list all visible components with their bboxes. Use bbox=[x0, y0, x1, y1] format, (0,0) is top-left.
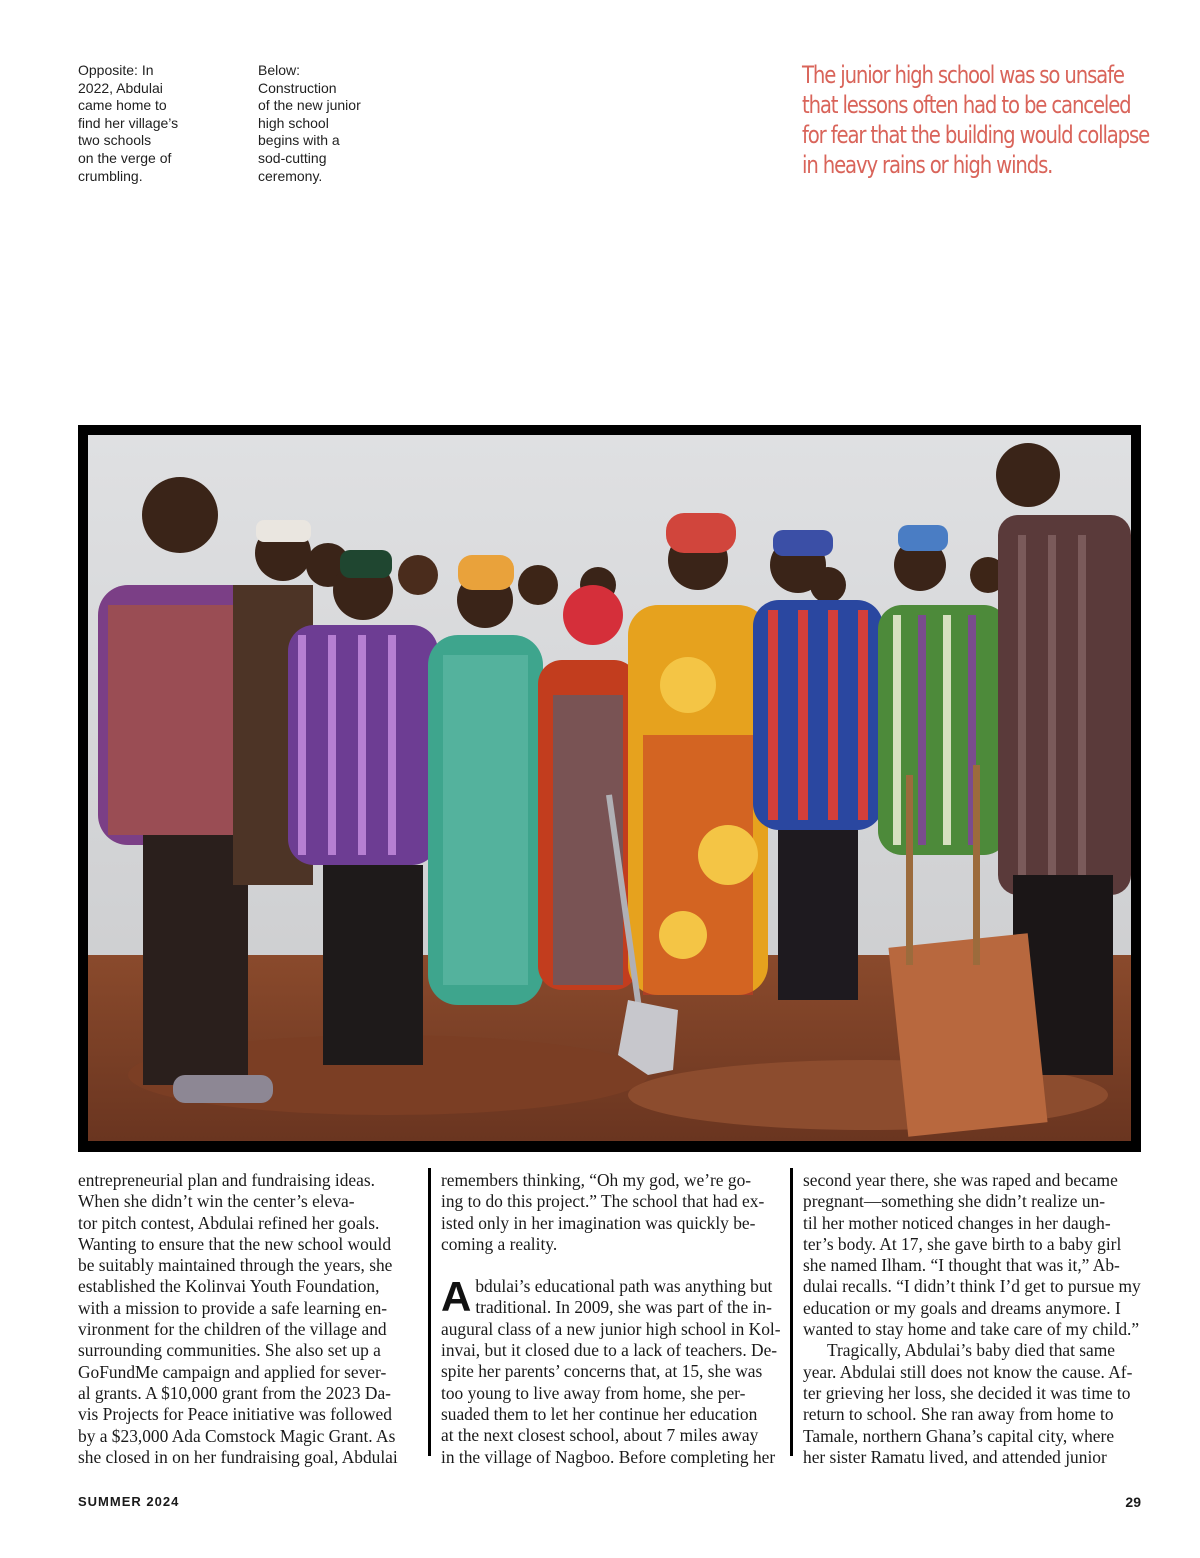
caption-line: crumbling. bbox=[78, 167, 143, 184]
caption-line: two schools bbox=[78, 132, 152, 149]
body-line: ing to do this project.” The school that had ex- bbox=[441, 1191, 765, 1212]
column-rule bbox=[428, 1168, 431, 1456]
body-line: ter’s body. At 17, she gave birth to a baby girl bbox=[803, 1233, 1122, 1254]
caption-line: find her village’s bbox=[78, 114, 179, 131]
body-line: pregnant—something she didn’t realize un- bbox=[803, 1191, 1106, 1212]
body-line: dulai recalls. “I didn’t think I’d get to pursue my bbox=[803, 1276, 1141, 1297]
body-line: bdulai’s educational path was anything but bbox=[475, 1276, 773, 1297]
photo-frame bbox=[78, 425, 1141, 1152]
body-line: wanted to stay home and take care of my child.” bbox=[803, 1319, 1140, 1340]
body-line: by a $23,000 Ada Comstock Magic Grant. As bbox=[78, 1425, 396, 1446]
pull-quote bbox=[802, 60, 1150, 180]
pull-quote-line: in heavy rains or high winds. bbox=[802, 151, 1053, 179]
pull-quote-line: for fear that the building would collapse bbox=[802, 121, 1150, 149]
body-line: with a mission to provide a safe learning en- bbox=[78, 1297, 388, 1318]
body-line: too young to live away from home, she per- bbox=[441, 1382, 746, 1403]
caption-line: Opposite: In bbox=[78, 62, 154, 78]
caption-line: begins with a bbox=[258, 132, 340, 149]
caption-line: Below: bbox=[258, 62, 301, 78]
body-line: at the next closest school, about 7 miles away bbox=[441, 1425, 759, 1446]
body-column-3 bbox=[803, 1170, 1141, 1468]
body-line: remembers thinking, “Oh my god, we’re go- bbox=[441, 1170, 752, 1190]
body-line: in the village of Nagboo. Before completing her bbox=[441, 1446, 776, 1467]
body-line: second year there, she was raped and became bbox=[803, 1170, 1118, 1190]
column-rule bbox=[790, 1168, 793, 1456]
body-line: coming a reality. bbox=[441, 1233, 558, 1254]
drop-cap: A bbox=[441, 1273, 472, 1321]
body-line: vis Projects for Peace initiative was followed bbox=[78, 1404, 392, 1425]
caption-line: ceremony. bbox=[258, 167, 323, 184]
body-line: isted only in her imagination was quickly be- bbox=[441, 1212, 756, 1233]
caption-line: on the verge of bbox=[78, 149, 172, 166]
photo-caption-opposite bbox=[78, 62, 198, 185]
body-line: al grants. A $10,000 grant from the 2023 Da- bbox=[78, 1382, 391, 1403]
body-line: spite her parents’ concerns that, at 15, she was bbox=[441, 1361, 763, 1382]
body-line: Wanting to ensure that the new school would bbox=[78, 1233, 392, 1254]
photo-caption-below bbox=[258, 62, 378, 185]
body-line: vironment for the children of the village and bbox=[78, 1319, 387, 1340]
body-line: suaded them to let her continue her education bbox=[441, 1403, 758, 1424]
body-line: invai, but it closed due to a lack of teachers. De- bbox=[441, 1340, 778, 1361]
page-number: 29 bbox=[1125, 1494, 1141, 1510]
body-line: she closed in on her fundraising goal, Abdulai bbox=[78, 1446, 398, 1467]
pull-quote-line: that lessons often had to be canceled bbox=[802, 91, 1131, 119]
caption-line: 2022, Abdulai bbox=[78, 79, 163, 96]
body-line: Tragically, Abdulai’s baby died that same bbox=[827, 1340, 1116, 1361]
body-line: education or my goals and dreams anymore. I bbox=[803, 1297, 1121, 1318]
body-line: ter grieving her loss, she decided it was time to bbox=[803, 1382, 1131, 1403]
photo-icon bbox=[88, 435, 1131, 1141]
body-line: year. Abdulai still does not know the cause. Af- bbox=[803, 1361, 1133, 1382]
caption-line: of the new junior bbox=[258, 97, 361, 114]
issue-label: SUMMER 2024 bbox=[78, 1494, 180, 1509]
body-line: entrepreneurial plan and fundraising ideas. bbox=[78, 1170, 375, 1190]
body-line: she named Ilham. “I thought that was it,” Ab- bbox=[803, 1255, 1120, 1276]
body-line: surrounding communities. She also set up a bbox=[78, 1340, 381, 1361]
body-line: tor pitch contest, Abdulai refined her goals. bbox=[78, 1212, 380, 1233]
body-line: When she didn’t win the center’s eleva- bbox=[78, 1191, 355, 1212]
body-line: traditional. In 2009, she was part of the in- bbox=[475, 1297, 772, 1318]
body-line: her sister Ramatu lived, and attended junior bbox=[803, 1446, 1107, 1467]
body-line: established the Kolinvai Youth Foundation, bbox=[78, 1276, 380, 1297]
pull-quote-line: The junior high school was so unsafe bbox=[802, 61, 1124, 89]
caption-line: sod-cutting bbox=[258, 149, 327, 166]
body-line: Tamale, northern Ghana’s capital city, where bbox=[803, 1425, 1115, 1446]
body-line: GoFundMe campaign and applied for sever- bbox=[78, 1361, 387, 1382]
caption-line: Construction bbox=[258, 79, 337, 96]
caption-line: came home to bbox=[78, 97, 167, 114]
body-line: augural class of a new junior high school in Kol- bbox=[441, 1318, 781, 1339]
body-column-1 bbox=[78, 1170, 416, 1468]
body-column-2 bbox=[441, 1170, 779, 1468]
body-line: til her mother noticed changes in her daugh- bbox=[803, 1212, 1111, 1233]
body-line: return to school. She ran away from home to bbox=[803, 1404, 1114, 1425]
body-line: be suitably maintained through the years, she bbox=[78, 1255, 393, 1276]
caption-line: high school bbox=[258, 114, 329, 131]
